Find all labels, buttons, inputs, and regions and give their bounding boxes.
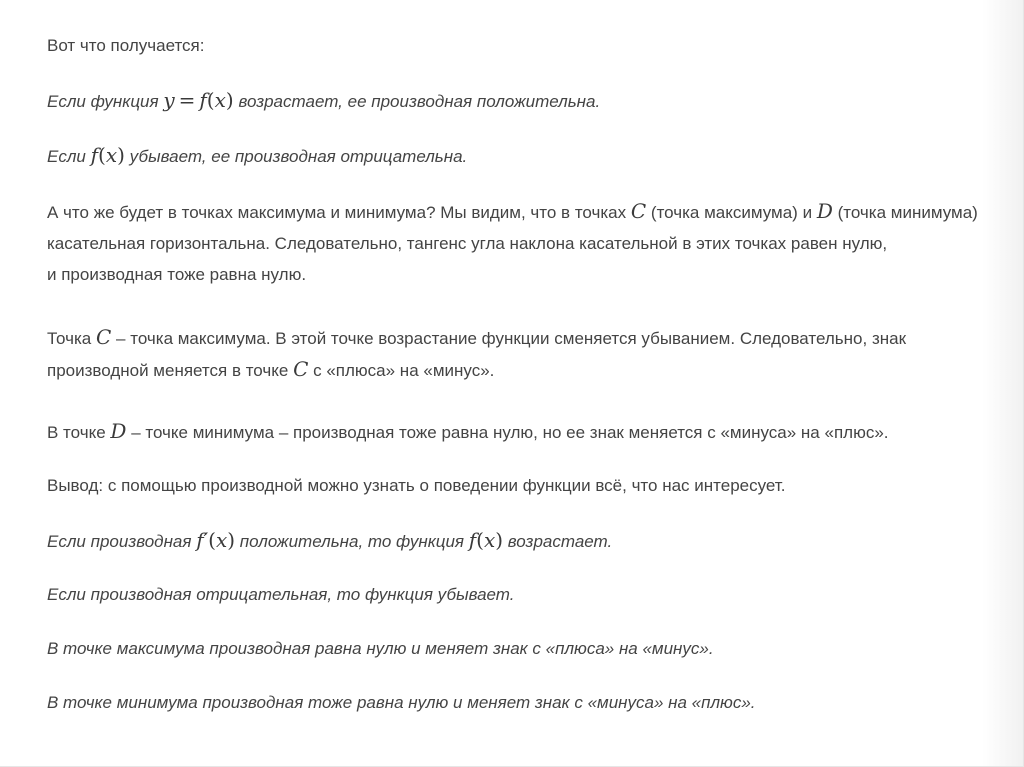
math-f-prime: f′ bbox=[196, 528, 209, 552]
text: – точке минимума – производная тоже равна нулю, но ее знак меняется с «минуса» на «плюс». bbox=[131, 423, 889, 442]
paragraph-rule-minimum bbox=[47, 687, 756, 718]
text: Если функция bbox=[47, 92, 159, 111]
text: – точка максимума. В этой точке возрастание функции сменяется убыванием. Следовательно, знак bbox=[116, 329, 907, 348]
math-d: D bbox=[110, 419, 127, 443]
line bbox=[47, 196, 978, 228]
paragraph-decreasing bbox=[47, 140, 467, 172]
math-rparen: ) bbox=[225, 88, 234, 112]
text: возрастает, ее производная положительна. bbox=[238, 92, 601, 111]
math-f: f bbox=[468, 528, 477, 552]
text: положительна, то функция bbox=[239, 532, 465, 551]
text: Если bbox=[47, 147, 86, 166]
math-equals: = bbox=[178, 88, 196, 112]
line bbox=[47, 228, 978, 259]
math-c: C bbox=[630, 199, 647, 223]
text: В точке bbox=[47, 423, 106, 442]
text: Если производная bbox=[47, 532, 192, 551]
text: и производная тоже равна нулю. bbox=[47, 265, 307, 284]
text: Точка bbox=[47, 329, 92, 348]
text: убывает, ее производная отрицательна. bbox=[129, 147, 468, 166]
math-lparen: ( bbox=[208, 528, 216, 552]
intro-text: Вот что получается: bbox=[47, 36, 205, 55]
paragraph-rule-negative bbox=[47, 579, 515, 610]
text: (точка минимума) bbox=[837, 203, 978, 222]
math-lparen: ( bbox=[476, 528, 484, 552]
text: В точке минимума производная тоже равна нулю и меняет знак с «минуса» на «плюс». bbox=[47, 693, 756, 712]
math-d: D bbox=[816, 199, 833, 223]
line bbox=[47, 322, 906, 354]
math-rparen: ) bbox=[117, 143, 125, 167]
text: А что же будет в точках максимума и минимума? Мы видим, что в точках bbox=[47, 203, 627, 222]
math-c: C bbox=[96, 325, 112, 349]
math-c: C bbox=[293, 357, 309, 381]
paragraph-rule-maximum bbox=[47, 633, 714, 664]
math-lparen: ( bbox=[206, 88, 215, 112]
math-y: y bbox=[163, 88, 175, 112]
text: возрастает. bbox=[507, 532, 613, 551]
line bbox=[47, 259, 978, 290]
math-x: x bbox=[215, 528, 228, 552]
math-f: f bbox=[90, 143, 99, 167]
text: Если производная отрицательная, то функция убывает. bbox=[47, 585, 515, 604]
text: производной меняется в точке bbox=[47, 361, 289, 380]
math-rparen: ) bbox=[495, 528, 504, 552]
text: Вывод: с помощью производной можно узнать о поведении функции всё, что нас интересует. bbox=[47, 476, 786, 495]
text: с «плюса» на «минус». bbox=[313, 361, 495, 380]
text: (точка максимума) и bbox=[650, 203, 813, 222]
math-x: x bbox=[105, 143, 118, 167]
paragraph-conclusion bbox=[47, 470, 785, 501]
math-f: f bbox=[199, 88, 207, 112]
paragraph-increasing bbox=[47, 85, 600, 117]
math-rparen: ) bbox=[227, 528, 236, 552]
paragraph-rule-positive bbox=[47, 525, 612, 557]
math-x: x bbox=[214, 88, 226, 112]
text: В точке максимума производная равна нулю и меняет знак с «плюса» на «минус». bbox=[47, 639, 714, 658]
math-lparen: ( bbox=[98, 143, 106, 167]
paragraph-point-c bbox=[47, 322, 906, 386]
line bbox=[47, 354, 906, 386]
text: касательная горизонтальна. Следовательно, тангенс угла наклона касательной в этих точках равен нулю, bbox=[47, 234, 888, 253]
paragraph-point-d bbox=[47, 416, 889, 448]
paragraph-intro bbox=[47, 30, 205, 61]
paragraph-extrema bbox=[47, 196, 978, 290]
math-x: x bbox=[483, 528, 496, 552]
